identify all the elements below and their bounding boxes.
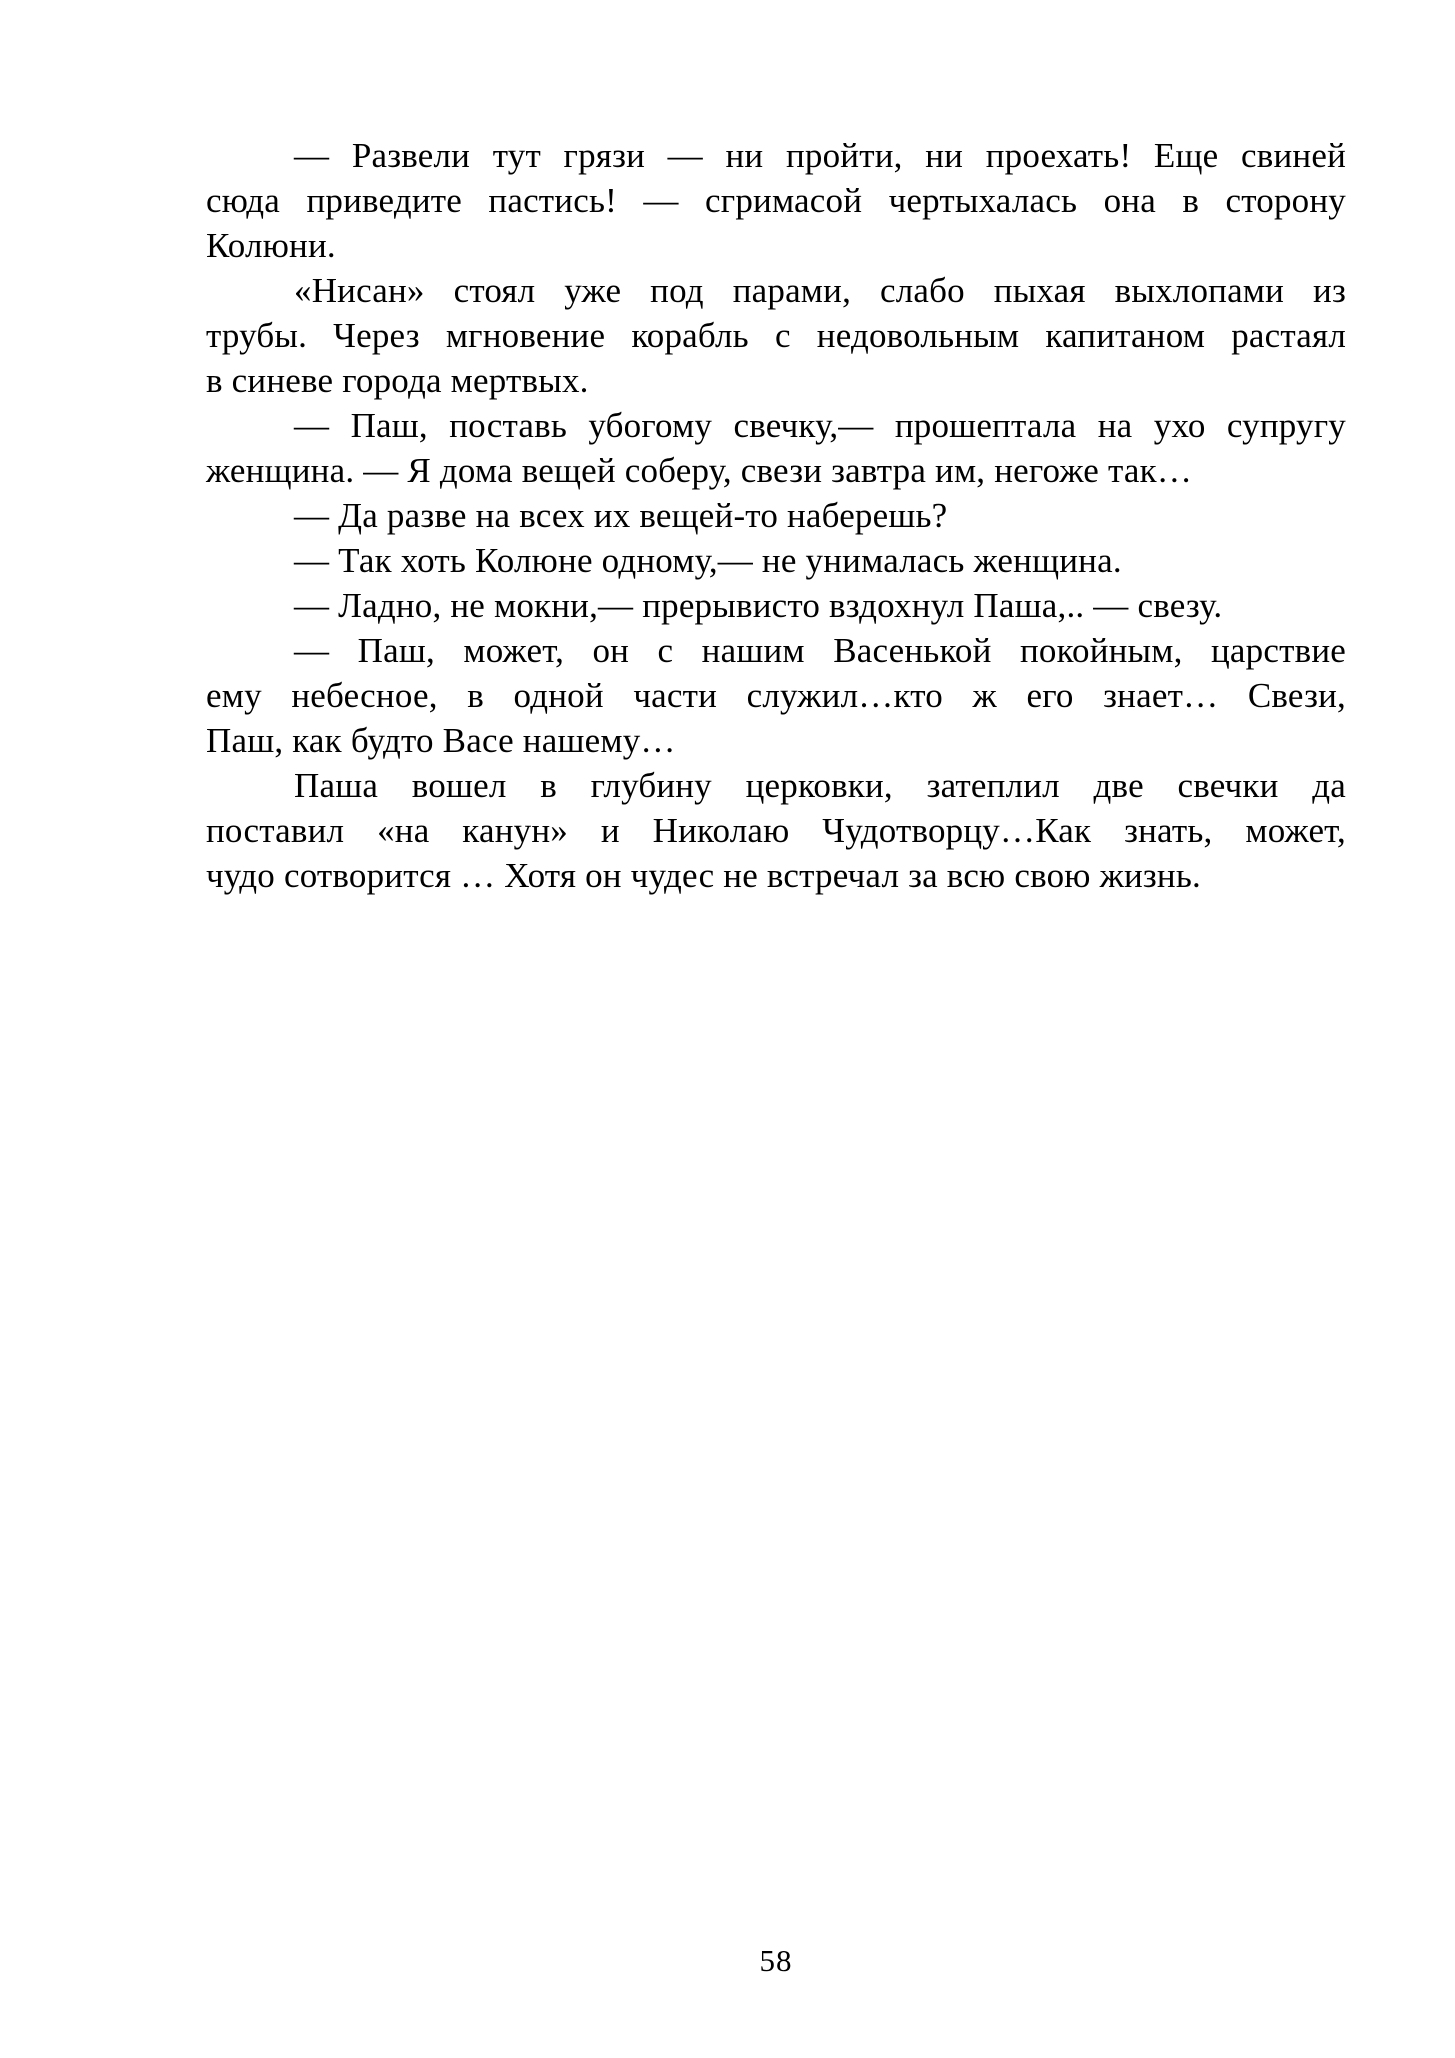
paragraph: [206, 493, 1346, 538]
paragraph: [206, 268, 1346, 403]
paragraph-line: Паша вошел в глубину церковки, затеплил две свечки да: [294, 766, 1346, 805]
paragraph-line: — Так хоть Колюне одному,— не унималась женщина.: [294, 541, 1122, 580]
paragraph-line: — Развели тут грязи — ни пройти, ни проехать! Еще свиней: [294, 136, 1346, 175]
paragraph-line: — Да разве на всех их вещей-то наберешь?: [294, 496, 948, 535]
paragraph-line: — Паш, поставь убогому свечку,— прошептала на ухо супругу: [294, 406, 1346, 445]
paragraph-line: ему небесное, в одной части служил…кто ж его знает… Свези,: [206, 676, 1346, 715]
paragraph: [206, 763, 1346, 898]
paragraph-line: — Паш, может, он с нашим Васенькой покойным, царствие: [294, 631, 1346, 670]
paragraph-line: Паш, как будто Васе нашему…: [206, 721, 676, 760]
text-block: [206, 133, 1346, 898]
page-number: 58: [759, 1943, 793, 1978]
paragraph-line: Колюни.: [206, 226, 336, 265]
paragraph: [206, 583, 1346, 628]
paragraph-line: — Ладно, не мокни,— прерывисто вздохнул Паша,.. — свезу.: [294, 586, 1223, 625]
paragraph-line: сюда приведите пастись! — сгримасой чертыхалась она в сторону: [206, 181, 1346, 220]
paragraph-line: поставил «на канун» и Николаю Чудотворцу…Как знать, может,: [206, 811, 1346, 850]
paragraph-line: «Нисан» стоял уже под парами, слабо пыхая выхлопами из: [294, 271, 1346, 310]
paragraph: [206, 133, 1346, 268]
paragraph: [206, 628, 1346, 763]
paragraph: [206, 538, 1346, 583]
paragraph-line: трубы. Через мгновение корабль с недовольным капитаном растаял: [206, 316, 1346, 355]
paragraph-line: женщина. — Я дома вещей соберу, свези завтра им, негоже так…: [206, 451, 1193, 490]
paragraph: [206, 403, 1346, 493]
paragraph-line: чудо сотворится … Хотя он чудес не встречал за всю свою жизнь.: [206, 856, 1201, 895]
paragraph-line: в синеве города мертвых.: [206, 361, 589, 400]
